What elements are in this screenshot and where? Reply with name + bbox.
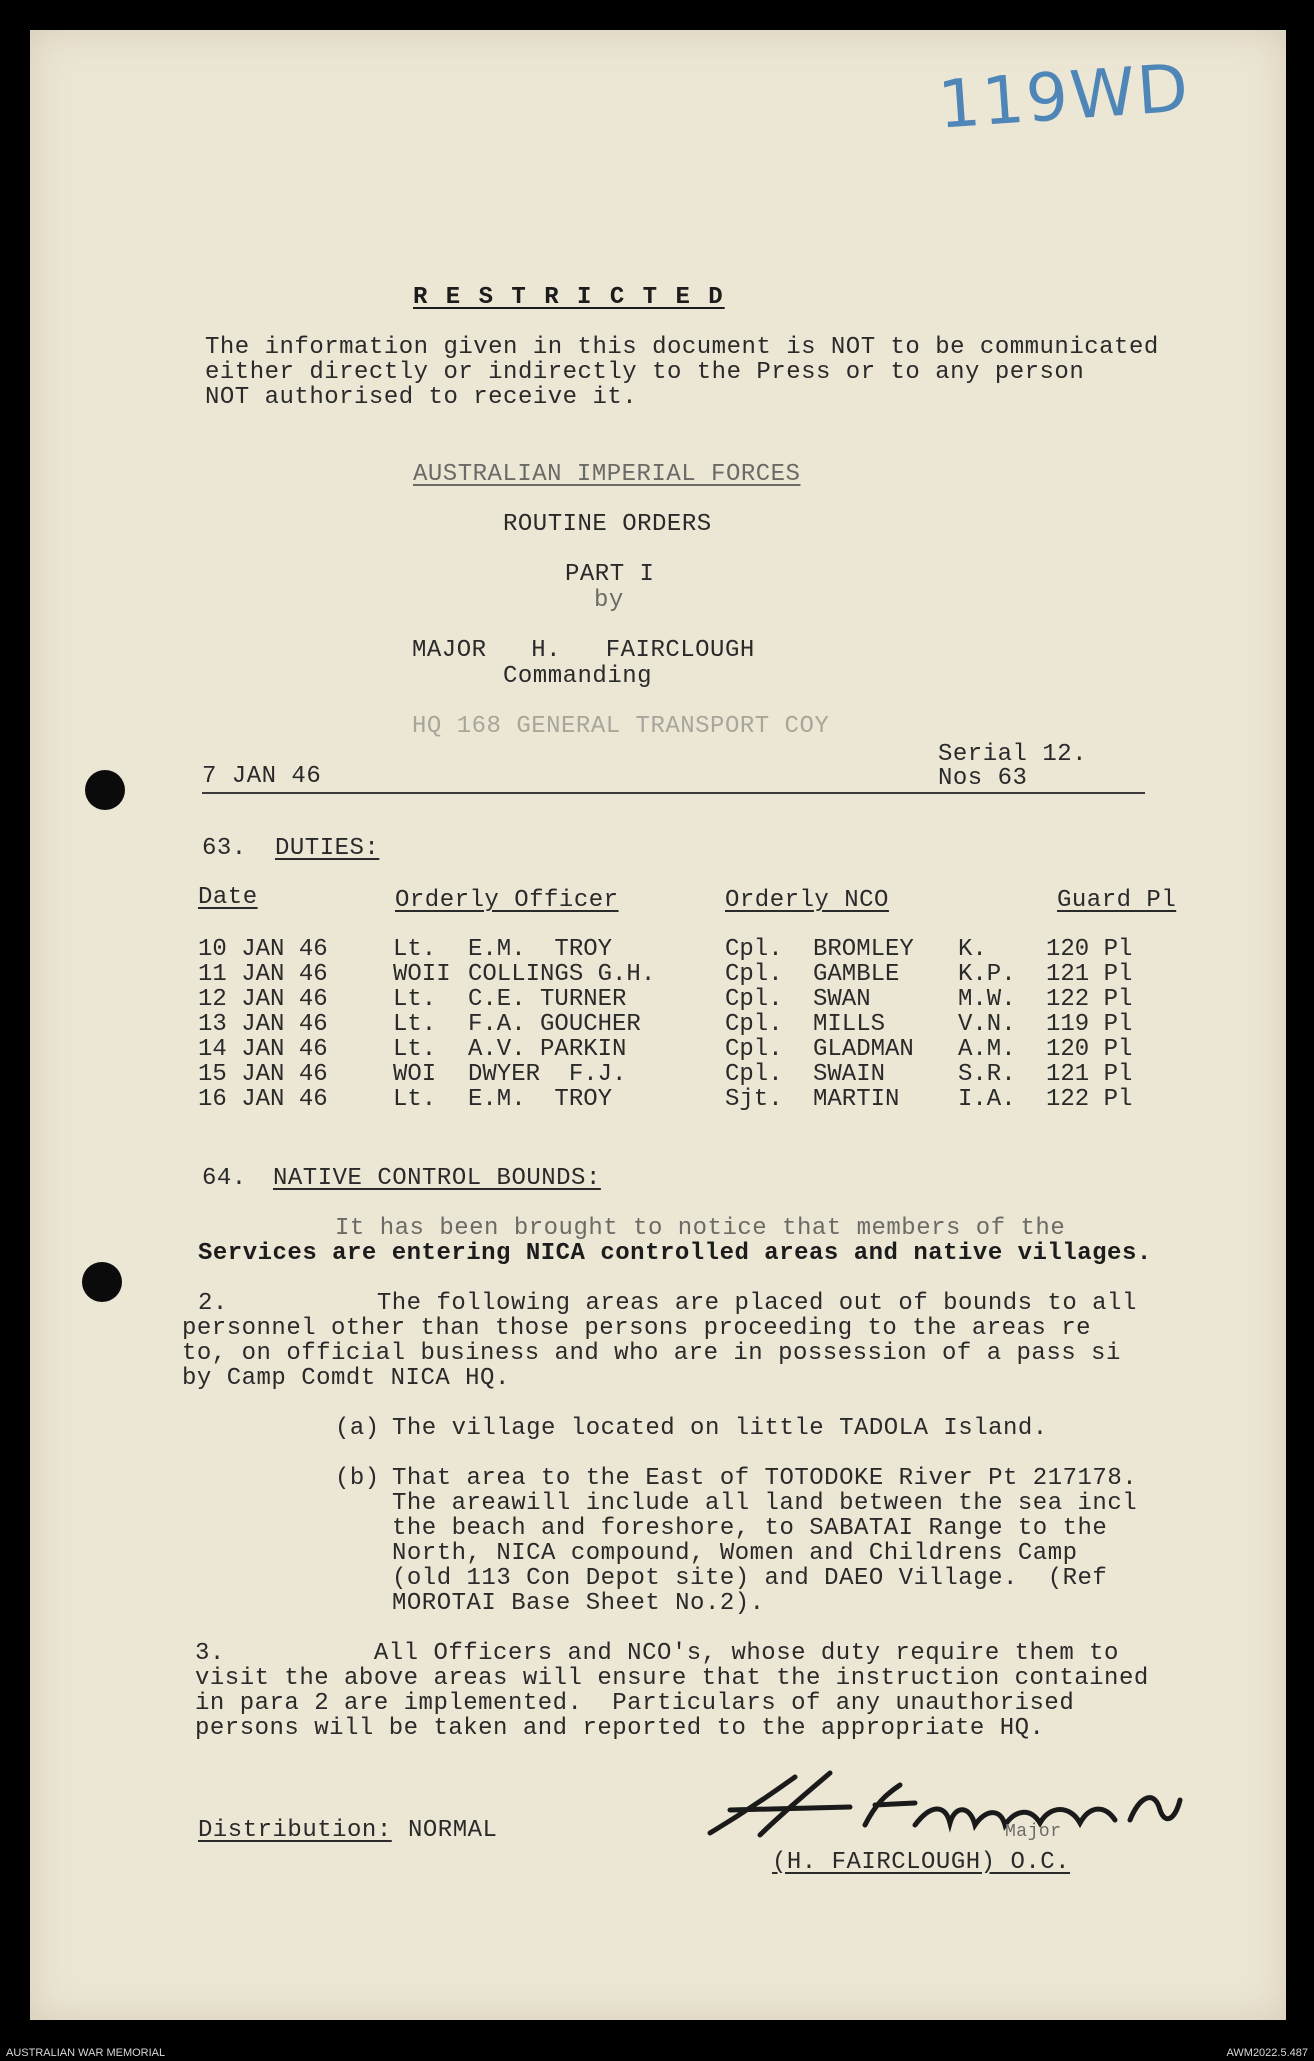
duty-officer-rank: Lt. [393, 936, 437, 963]
para2-line-2: personnel other than those persons proceeding to the areas re [182, 1315, 1092, 1342]
duty-guard-pl: 120 Pl [1046, 936, 1133, 963]
classification-notice-line-3: NOT authorised to receive it. [205, 384, 638, 411]
serial-number: Serial 12. [938, 741, 1088, 768]
col-orderly-officer: Orderly Officer [395, 887, 619, 914]
duty-nco-rank: Cpl. [725, 961, 783, 988]
duty-row [198, 961, 1198, 986]
duty-officer-name: COLLINGS G.H. [468, 961, 656, 988]
duties-number: 63. [202, 835, 247, 862]
duty-date: 14 JAN 46 [198, 1036, 328, 1063]
classification-title: R E S T R I C T E D [413, 284, 725, 311]
para2-line-1: 2. The following areas are placed out of bounds to all [198, 1290, 1137, 1317]
classification-notice-line-1: The information given in this document is NOT to be communicated [205, 334, 1159, 361]
order-nos: Nos 63 [938, 765, 1028, 792]
duty-row [198, 1011, 1198, 1036]
duty-row [198, 1061, 1198, 1086]
duty-nco-name: GAMBLE [813, 961, 900, 988]
duty-officer-rank: Lt. [393, 1086, 437, 1113]
item-b-line-1: That area to the East of TOTODOKE River Pt 217178. [392, 1465, 1138, 1492]
commander-name: MAJOR H. FAIRCLOUGH [412, 637, 755, 664]
duty-nco-initials: V.N. [958, 1011, 1016, 1038]
classification-notice-line-2: either directly or indirectly to the Press or to any person [205, 359, 1085, 386]
para3-line-1: 3. All Officers and NCO's, whose duty require them to [195, 1640, 1119, 1667]
duty-officer-rank: Lt. [393, 1011, 437, 1038]
duty-date: 16 JAN 46 [198, 1086, 328, 1113]
duty-nco-rank: Cpl. [725, 1011, 783, 1038]
para2-line-3: to, on official business and who are in possession of a pass si [182, 1340, 1121, 1367]
duty-officer-name: E.M. TROY [468, 936, 613, 963]
duty-guard-pl: 119 Pl [1046, 1011, 1133, 1038]
duty-row [198, 936, 1198, 961]
duty-officer-rank: Lt. [393, 986, 437, 1013]
force-heading: AUSTRALIAN IMPERIAL FORCES [413, 461, 801, 488]
duty-nco-name: MILLS [813, 1011, 886, 1038]
duties-heading: DUTIES: [275, 835, 380, 862]
duty-nco-name: MARTIN [813, 1086, 900, 1113]
duty-officer-rank: WOII [393, 961, 451, 988]
part-label: PART I [565, 561, 655, 588]
footer-right: AWM2022.5.487 [1226, 2047, 1308, 2059]
duty-date: 11 JAN 46 [198, 961, 328, 988]
duty-date: 13 JAN 46 [198, 1011, 328, 1038]
duty-nco-rank: Cpl. [725, 1061, 783, 1088]
duty-officer-name: A.V. PARKIN [468, 1036, 627, 1063]
para2-line-4: by Camp Comdt NICA HQ. [182, 1365, 510, 1392]
duty-row [198, 986, 1198, 1011]
duty-nco-rank: Cpl. [725, 936, 783, 963]
duty-nco-rank: Cpl. [725, 1036, 783, 1063]
para1-line-1: It has been brought to notice that members of the [335, 1215, 1066, 1242]
distribution-value: NORMAL [408, 1817, 498, 1844]
duty-nco-initials: I.A. [958, 1086, 1016, 1113]
duty-officer-rank: Lt. [393, 1036, 437, 1063]
item-b-line-2: The areawill include all land between the sea incl [392, 1490, 1138, 1517]
duty-date: 12 JAN 46 [198, 986, 328, 1013]
duty-guard-pl: 121 Pl [1046, 1061, 1133, 1088]
item-a-label: (a) [335, 1415, 380, 1442]
para1-line-2: Services are entering NICA controlled areas and native villages. [198, 1240, 1152, 1267]
duty-row [198, 1036, 1198, 1061]
distribution-label: Distribution: [198, 1817, 392, 1844]
duty-nco-initials: K.P. [958, 961, 1016, 988]
signature-rank: Major [1005, 1822, 1062, 1842]
handwritten-signature [700, 1765, 1220, 1855]
col-guard-pl: Guard Pl [1057, 887, 1177, 914]
duty-nco-name: SWAIN [813, 1061, 886, 1088]
punch-hole-bottom [82, 1262, 122, 1302]
duty-nco-name: SWAN [813, 986, 871, 1013]
header-divider [202, 792, 1145, 794]
doc-type: ROUTINE ORDERS [503, 511, 712, 538]
duty-nco-initials: A.M. [958, 1036, 1016, 1063]
para3-line-2: visit the above areas will ensure that the instruction contained [195, 1665, 1149, 1692]
by-label: by [594, 587, 624, 614]
duty-officer-name: F.A. GOUCHER [468, 1011, 641, 1038]
duty-officer-rank: WOI [393, 1061, 437, 1088]
duty-guard-pl: 120 Pl [1046, 1036, 1133, 1063]
para3-line-3: in para 2 are implemented. Particulars of any unauthorised [195, 1690, 1075, 1717]
para3-line-4: persons will be taken and reported to the appropriate HQ. [195, 1715, 1045, 1742]
duty-date: 15 JAN 46 [198, 1061, 328, 1088]
item-b-label: (b) [335, 1465, 380, 1492]
duty-nco-name: GLADMAN [813, 1036, 914, 1063]
duty-nco-rank: Sjt. [725, 1086, 783, 1113]
item-b-line-4: North, NICA compound, Women and Childrens Camp [392, 1540, 1078, 1567]
col-orderly-nco: Orderly NCO [725, 887, 889, 914]
order-date: 7 JAN 46 [202, 763, 322, 790]
unit-name: HQ 168 GENERAL TRANSPORT COY [412, 713, 830, 740]
handwritten-annotation: 119WD [935, 49, 1193, 144]
duty-date: 10 JAN 46 [198, 936, 328, 963]
duty-nco-initials: M.W. [958, 986, 1016, 1013]
duty-guard-pl: 122 Pl [1046, 1086, 1133, 1113]
duty-officer-name: E.M. TROY [468, 1086, 613, 1113]
duty-nco-initials: S.R. [958, 1061, 1016, 1088]
item-b-line-6: MOROTAI Base Sheet No.2). [392, 1590, 765, 1617]
duty-guard-pl: 122 Pl [1046, 986, 1133, 1013]
col-date: Date [198, 884, 258, 911]
punch-hole-top [85, 770, 125, 810]
duty-officer-name: C.E. TURNER [468, 986, 627, 1013]
item-b-line-3: the beach and foreshore, to SABATAI Range to the [392, 1515, 1108, 1542]
duty-nco-name: BROMLEY [813, 936, 914, 963]
duty-guard-pl: 121 Pl [1046, 961, 1133, 988]
duty-row [198, 1086, 1198, 1111]
duty-nco-initials: K. [958, 936, 987, 963]
document-page [30, 30, 1286, 2020]
footer-left: AUSTRALIAN WAR MEMORIAL [6, 2047, 166, 2059]
native-control-heading: NATIVE CONTROL BOUNDS: [273, 1165, 601, 1192]
duty-nco-rank: Cpl. [725, 986, 783, 1013]
duty-officer-name: DWYER F.J. [468, 1061, 627, 1088]
signature-name: (H. FAIRCLOUGH) O.C. [772, 1849, 1071, 1876]
item-b-line-5: (old 113 Con Depot site) and DAEO Village. (Ref [392, 1565, 1108, 1592]
commanding-label: Commanding [503, 663, 653, 690]
native-control-number: 64. [202, 1165, 247, 1192]
item-a-text: The village located on little TADOLA Island. [392, 1415, 1048, 1442]
